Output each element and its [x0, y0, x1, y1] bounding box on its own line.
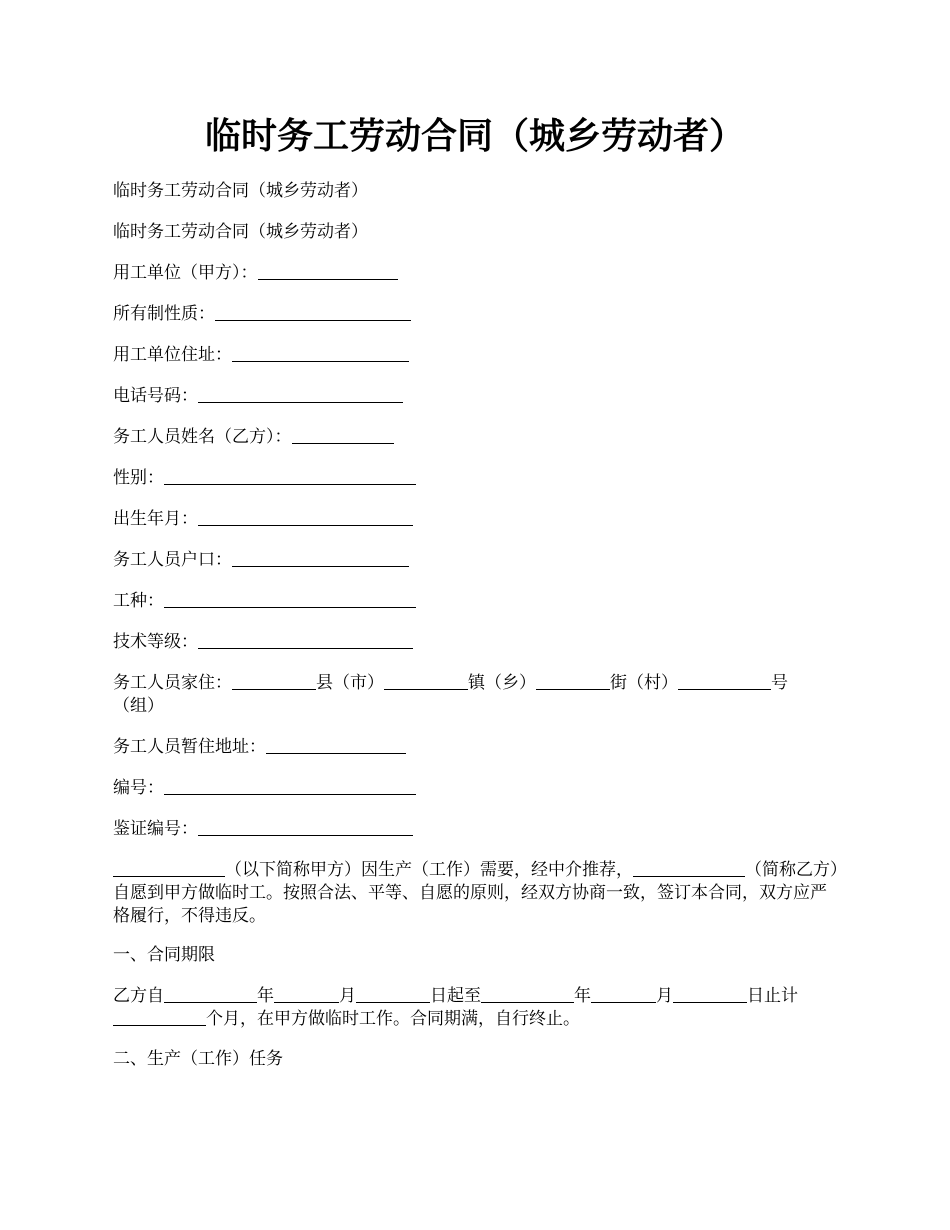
number-blank[interactable]: [164, 778, 416, 795]
end-day-blank[interactable]: [673, 986, 747, 1003]
section1-text-month: 月: [339, 986, 356, 1006]
intro-part1: （以下简称甲方）因生产（工作）需要，经中介推荐，: [225, 860, 633, 880]
section1-text-month2: 月: [656, 986, 673, 1006]
field-gender-label: 性别：: [113, 468, 164, 488]
field-work-type: [113, 590, 841, 612]
field-worker-name: [113, 426, 841, 448]
field-birth-label: 出生年月：: [113, 509, 198, 529]
home-no-label: 号: [771, 673, 788, 693]
field-temp-address: [113, 736, 841, 758]
employer-blank[interactable]: [258, 263, 398, 280]
field-number: [113, 777, 841, 799]
section1-text-year: 年: [257, 986, 274, 1006]
field-employer-address: [113, 344, 841, 366]
field-home-address: [113, 672, 841, 694]
section2-heading: 二、生产（工作）任务: [113, 1049, 283, 1069]
hukou-blank[interactable]: [232, 550, 409, 567]
field-employer: [113, 262, 841, 284]
section1-text-tail: 个月，在甲方做临时工作。合同期满，自行终止。: [206, 1009, 580, 1029]
field-phone-label: 电话号码：: [113, 386, 198, 406]
home-group-line: （组）: [113, 696, 164, 716]
work-type-blank[interactable]: [164, 591, 416, 608]
field-worker-name-label: 务工人员姓名（乙方）：: [113, 427, 292, 447]
home-prefix-label: 务工人员家住：: [113, 673, 232, 693]
field-hukou-label: 务工人员户口：: [113, 550, 232, 570]
field-ownership-label: 所有制性质：: [113, 304, 215, 324]
party-a-blank[interactable]: [113, 860, 225, 877]
temp-address-blank[interactable]: [266, 737, 406, 754]
field-tech-level: [113, 631, 841, 653]
party-b-blank[interactable]: [633, 860, 745, 877]
birth-blank[interactable]: [198, 509, 413, 526]
field-birth: [113, 508, 841, 530]
home-town-blank[interactable]: [384, 673, 468, 690]
phone-blank[interactable]: [198, 386, 403, 403]
home-county-blank[interactable]: [232, 673, 316, 690]
start-month-blank[interactable]: [274, 986, 339, 1003]
section1-text-year2: 年: [574, 986, 591, 1006]
home-town-label: 镇（乡）: [468, 673, 536, 693]
home-county-label: 县（市）: [316, 673, 384, 693]
field-verify-number: [113, 818, 841, 840]
field-ownership: [113, 303, 841, 325]
verify-number-blank[interactable]: [198, 819, 413, 836]
worker-name-blank[interactable]: [292, 427, 394, 444]
field-verify-number-label: 鉴证编号：: [113, 819, 198, 839]
section1-text-from: 乙方自: [113, 986, 164, 1006]
field-employer-address-label: 用工单位住址：: [113, 345, 232, 365]
employer-address-blank[interactable]: [232, 345, 409, 362]
field-employer-label: 用工单位（甲方）：: [113, 263, 258, 283]
field-temp-address-label: 务工人员暂住地址：: [113, 737, 266, 757]
subtitle-line-2: 临时务工劳动合同（城乡劳动者）: [113, 222, 368, 242]
field-phone: [113, 385, 841, 407]
tech-level-blank[interactable]: [198, 632, 413, 649]
field-tech-level-label: 技术等级：: [113, 632, 198, 652]
months-blank[interactable]: [113, 1009, 206, 1026]
subtitle-line-1: 临时务工劳动合同（城乡劳动者）: [113, 181, 368, 201]
ownership-blank[interactable]: [215, 304, 411, 321]
field-gender: [113, 467, 841, 489]
end-year-blank[interactable]: [481, 986, 574, 1003]
start-year-blank[interactable]: [164, 986, 257, 1003]
field-work-type-label: 工种：: [113, 591, 164, 611]
section1-paragraph: [113, 985, 841, 1031]
end-month-blank[interactable]: [591, 986, 656, 1003]
page-title: 临时务工劳动合同（城乡劳动者）: [204, 115, 745, 157]
home-street-label: 街（村）: [610, 673, 678, 693]
section1-text-to: 日起至: [430, 986, 481, 1006]
field-number-label: 编号：: [113, 778, 164, 798]
gender-blank[interactable]: [164, 468, 416, 485]
field-hukou: [113, 549, 841, 571]
intro-paragraph: [113, 859, 841, 928]
intro-part2: （简称乙方）自愿到甲方做临时工。按照合法、平等、自愿的原则，经双方协商一致，签订本合同，双方应严格履行，不得违反。: [113, 860, 839, 926]
home-no-blank[interactable]: [678, 673, 771, 690]
home-street-blank[interactable]: [536, 673, 610, 690]
section1-text-total: 日止计: [747, 986, 798, 1006]
section1-heading: 一、合同期限: [113, 945, 215, 965]
start-day-blank[interactable]: [356, 986, 430, 1003]
